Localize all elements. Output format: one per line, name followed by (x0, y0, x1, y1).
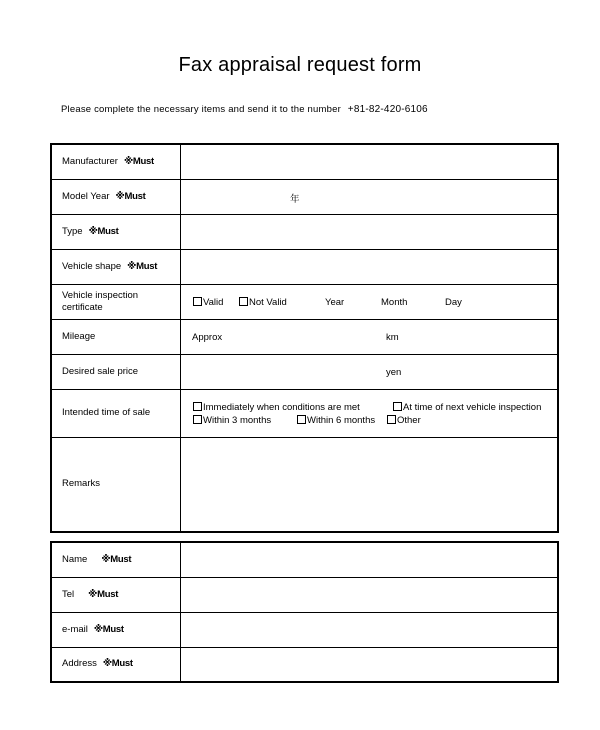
within-6-months-checkbox[interactable]: Within 6 months (297, 415, 375, 426)
email-label: e-mail ※Must (51, 612, 181, 647)
type-field[interactable] (181, 214, 559, 249)
intended-time-field (181, 389, 559, 437)
km-unit: km (386, 331, 399, 343)
desired-price-field[interactable] (181, 354, 559, 389)
next-inspection-checkbox[interactable]: At time of next vehicle inspection (393, 402, 541, 413)
yen-unit: yen (386, 366, 402, 378)
contact-info-table (50, 541, 559, 683)
must-mark: ※Must (115, 190, 146, 202)
manufacturer-label: Manufacturer ※Must (51, 144, 181, 179)
instruction-text: Please complete the necessary items and send it to the number (61, 104, 341, 115)
mileage-label: Mileage (51, 319, 181, 354)
must-mark: ※Must (127, 260, 158, 272)
within-3-months-checkbox[interactable]: Within 3 months (193, 415, 271, 426)
model-year-label: Model Year ※Must (51, 179, 181, 214)
address-field[interactable] (181, 647, 559, 682)
must-mark: ※Must (101, 553, 132, 565)
fax-number: +81-82-420-6106 (347, 104, 428, 115)
vehicle-shape-field[interactable] (181, 249, 559, 284)
other-checkbox[interactable]: Other (387, 415, 421, 426)
must-mark: ※Must (102, 658, 133, 670)
immediately-checkbox[interactable]: Immediately when conditions are met (193, 402, 360, 413)
type-label: Type ※Must (51, 214, 181, 249)
must-mark: ※Must (88, 588, 119, 600)
model-year-field[interactable] (181, 179, 559, 214)
year-char: 年 (290, 193, 300, 205)
tel-field[interactable] (181, 577, 559, 612)
vehicle-info-table (50, 143, 559, 533)
month-label: Month (381, 296, 408, 308)
vehicle-shape-label: Vehicle shape ※Must (51, 249, 181, 284)
intended-time-label: Intended time of sale (51, 389, 181, 437)
must-mark: ※Must (123, 155, 154, 167)
not-valid-checkbox[interactable]: Not Valid (239, 297, 287, 308)
inspection-label: Vehicle inspection certificate (51, 284, 181, 319)
tel-label: Tel ※Must (51, 577, 181, 612)
page-title: Fax appraisal request form (178, 54, 422, 76)
approx-label: Approx (192, 331, 223, 343)
name-label: Name ※Must (51, 542, 181, 577)
mileage-field[interactable] (181, 319, 559, 354)
must-mark: ※Must (88, 225, 119, 237)
inspection-field (181, 284, 559, 319)
valid-checkbox[interactable]: Valid (193, 297, 223, 308)
email-field[interactable] (181, 612, 559, 647)
year-label: Year (325, 296, 345, 308)
manufacturer-field[interactable] (181, 144, 559, 179)
remarks-label: Remarks (51, 437, 181, 532)
remarks-field[interactable] (181, 437, 559, 532)
name-field[interactable] (181, 542, 559, 577)
day-label: Day (445, 296, 462, 308)
instruction-line (61, 104, 428, 115)
address-label: Address ※Must (51, 647, 181, 682)
must-mark: ※Must (93, 623, 124, 635)
desired-price-label: Desired sale price (51, 354, 181, 389)
